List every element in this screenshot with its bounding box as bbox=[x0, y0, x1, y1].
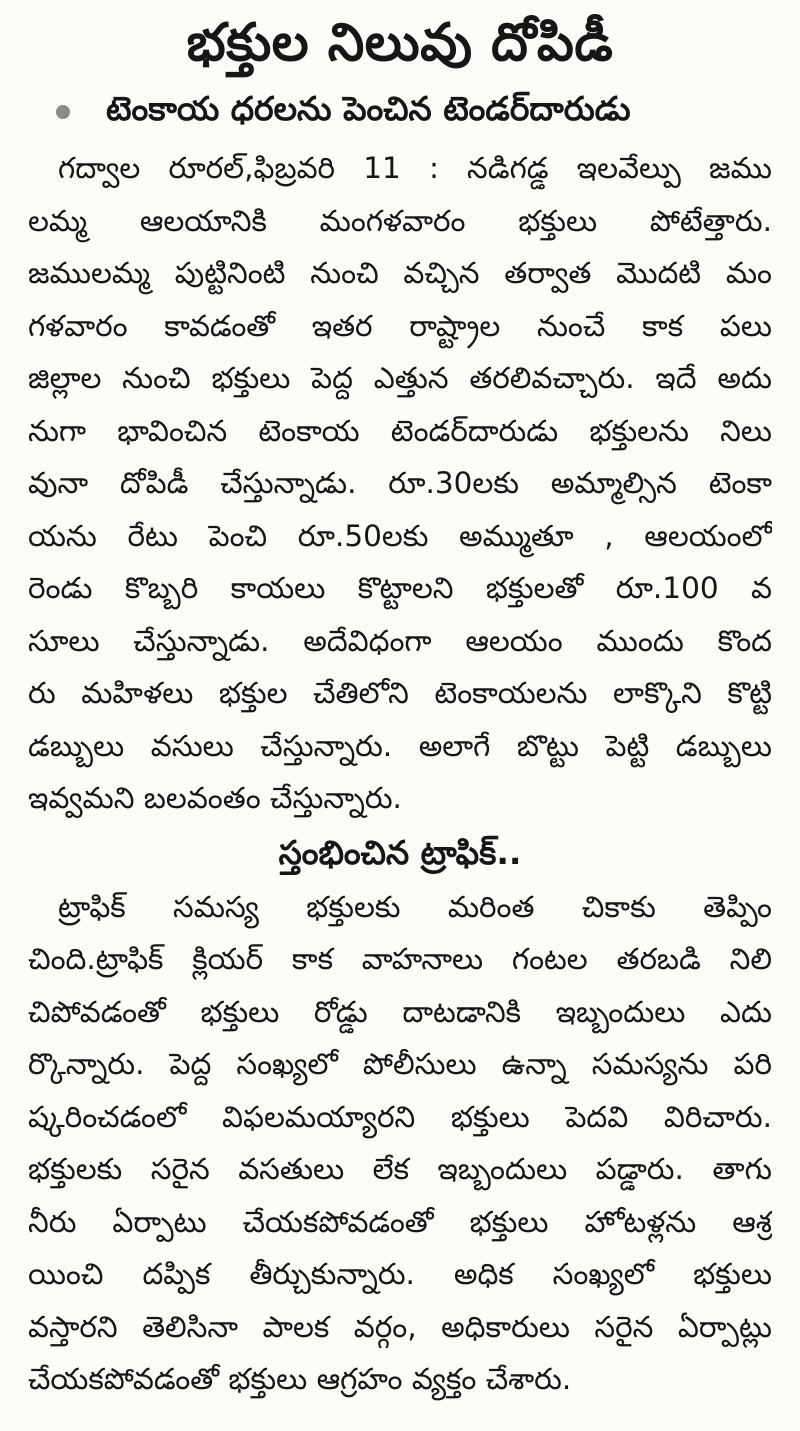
text-line: చేయకపోవడంతో భక్తులు ఆగ్రహం వ్యక్తం చేశారు. bbox=[28, 1362, 572, 1396]
text-line: డబ్బులు వసులు చేస్తున్నారు. అలాగే బొట్టు పెట్టి డబ్బులు bbox=[28, 728, 772, 763]
text-line: గళవారం కావడంతో ఇతర రాష్ట్రాల నుంచే కాక పలు bbox=[28, 308, 772, 343]
text-line: నుగా భావించిన టెంకాయ టెండర్‌దారుడు భక్తులను నిలు bbox=[28, 413, 772, 448]
text-line: ష్కరించడంలో విఫలమయ్యారని భక్తులు పెదవి విరిచారు. bbox=[28, 1099, 772, 1134]
headline: భక్తుల నిలువు దోపిడీ bbox=[186, 13, 614, 73]
text-line: రు మహిళలు భక్తుల చేతిలోని టెంకాయలను లాక్కొని కొట్టి bbox=[28, 676, 772, 710]
section-heading: స్తంభించిన ట్రాఫిక్.. bbox=[278, 832, 522, 872]
text-line: ర్కొన్నారు. పెద్ద సంఖ్యలో పోలీసులు ఉన్నా సమస్యను పరి bbox=[28, 1047, 772, 1081]
text-line: చిపోవడంతో భక్తులు రోడ్డు దాటడానికి ఇబ్బందులు ఎదు bbox=[28, 994, 772, 1029]
bullet-icon bbox=[56, 105, 70, 119]
text-line: వునా దోపిడీ చేస్తున్నాడు. రూ.30లకు అమ్మాల్సిన టెంకా bbox=[28, 466, 772, 500]
text-line: జములమ్మ పుట్టినింటి నుంచి వచ్చిన తర్వాత మొదటి మం bbox=[28, 256, 772, 290]
text-line: చింది.ట్రాఫిక్ క్లియర్ కాక వాహనాలు గంటల తరబడి నిలి bbox=[28, 942, 772, 976]
text-line: సూలు చేస్తున్నాడు. అదేవిధంగా ఆలయం ముందు కొంద bbox=[28, 623, 772, 658]
text-line: ట్రాఫిక్ సమస్య భక్తులకు మరింత చికాకు తెప్పిం bbox=[58, 889, 772, 924]
text-line: యను రేటు పెంచి రూ.50లకు అమ్ముతూ , ఆలయంలో bbox=[28, 518, 772, 553]
text-line: జిల్లాల నుంచి భక్తులు పెద్ద ఎత్తున తరలివచ్చారు. ఇదే అదు bbox=[28, 361, 772, 395]
text-line: లమ్మ ఆలయానికి మంగళవారం భక్తులు పోటేత్తారు. bbox=[28, 203, 772, 238]
subheadline bbox=[28, 82, 772, 142]
paragraph-2 bbox=[28, 881, 772, 1406]
text-line: యించి దప్పిక తీర్చుకున్నారు. అధిక సంఖ్యలో భక్తులు bbox=[28, 1257, 772, 1291]
text-line: వస్తారని తెలిసినా పాలక వర్గం, అధికారులు సరైన ఏర్పాట్లు bbox=[28, 1309, 772, 1344]
paragraph-1 bbox=[28, 142, 772, 825]
text-line: నీరు ఏర్పాటు చేయకపోవడంతో భక్తులు హోటళ్లను ఆశ్ర bbox=[28, 1204, 772, 1239]
subheadline-text: టెంకాయ ధరలను పెంచిన టెండర్‌దారుడు bbox=[106, 88, 631, 128]
text-line: గద్వాల రూరల్,ఫిబ్రవరి 11 : నడిగడ్డ ఇలవేల్పు జము bbox=[58, 151, 772, 185]
text-line: ఇవ్వమని బలవంతం చేస్తున్నారు. bbox=[28, 781, 402, 815]
text-line: భక్తులకు సరైన వసతులు లేక ఇబ్బందులు పడ్డారు. తాగు bbox=[28, 1152, 772, 1186]
text-line: రెండు కొబ్బరి కాయలు కొట్టాలని భక్తులతో రూ.100 వ bbox=[28, 571, 772, 605]
